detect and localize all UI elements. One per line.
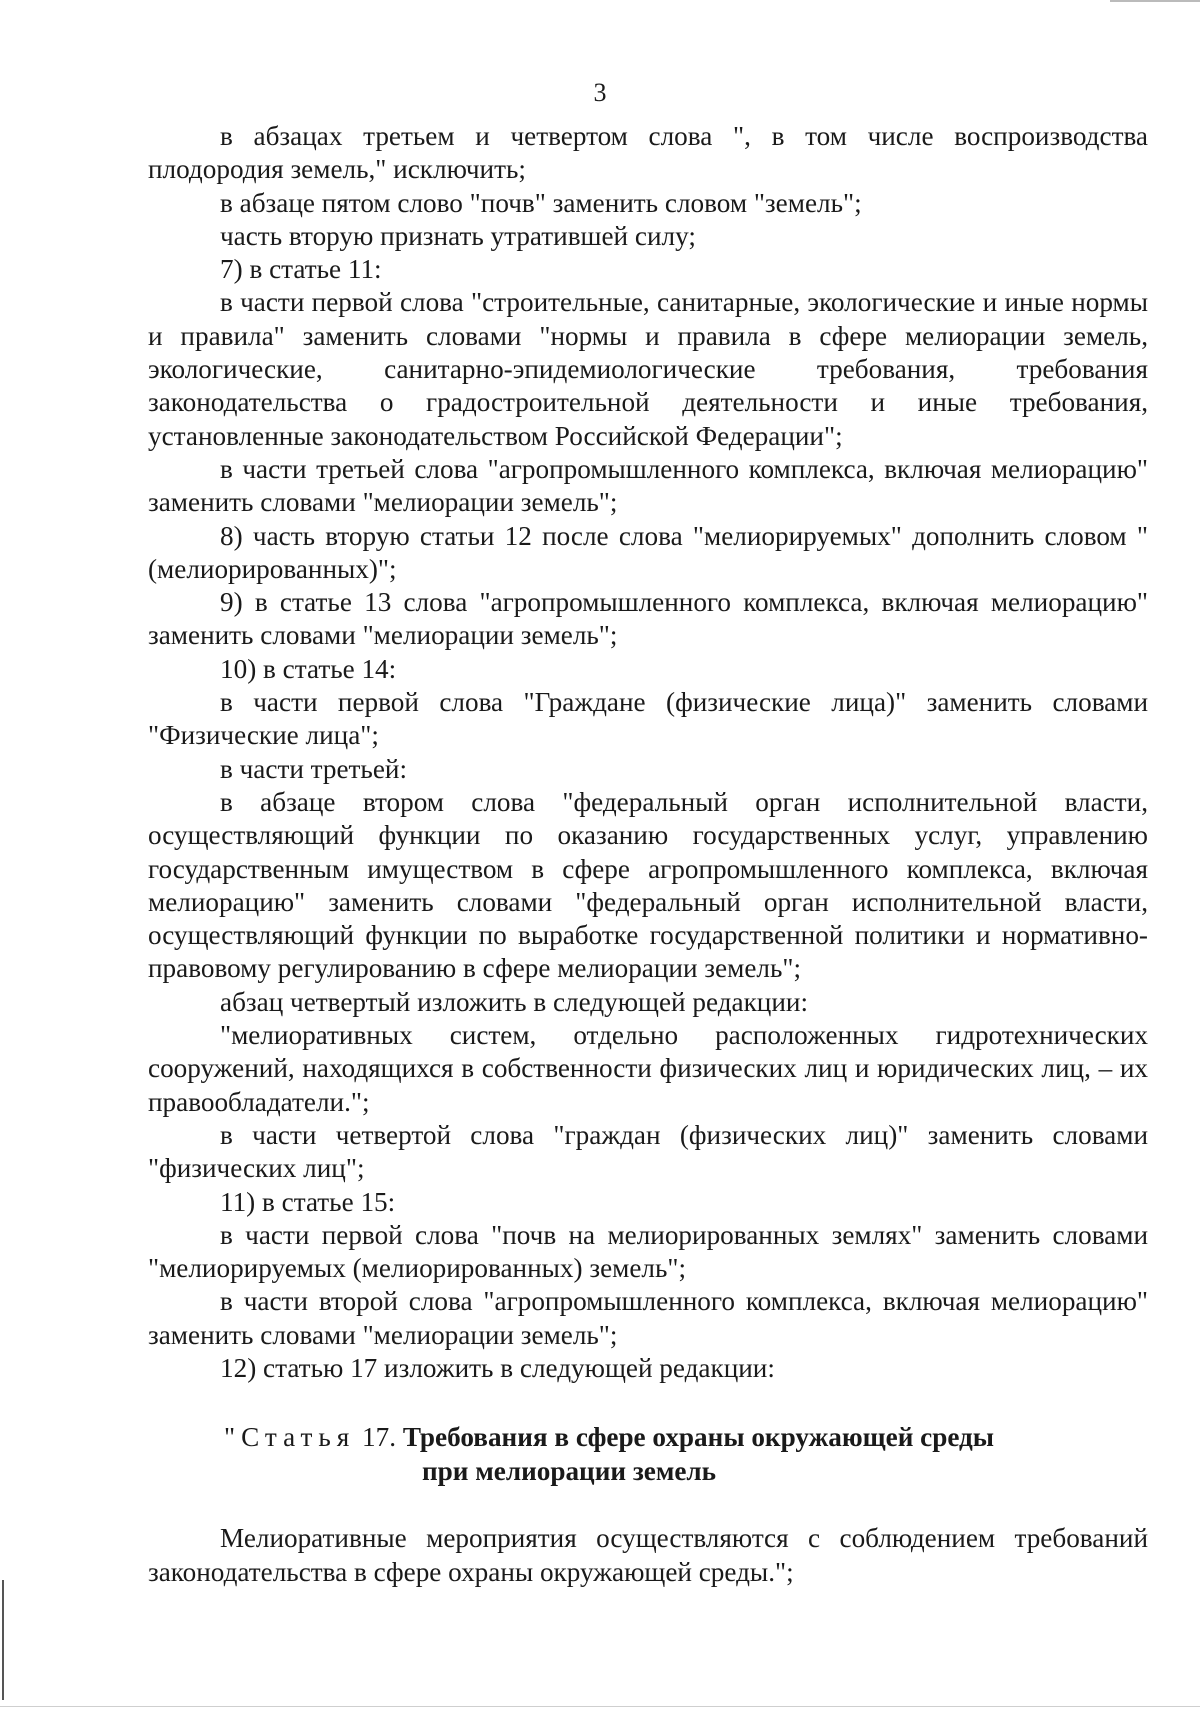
paragraph-7: 8) часть вторую статьи 12 после слова "мелиорируемых" дополнить словом "(мелиорированных)"; bbox=[148, 520, 1148, 584]
paragraph-9: 10) в статье 14: bbox=[220, 653, 397, 684]
paragraph-10: в части первой слова "Граждане (физические лица)" заменить словами "Физические лица"; bbox=[148, 687, 1148, 751]
paragraph-8: 9) в статье 13 слова "агропромышленного комплекса, включая мелиорацию" заменить словами "мелиорации земель"; bbox=[148, 587, 1148, 651]
paragraph-6: в части третьей слова "агропромышленного комплекса, включая мелиорацию" заменить словами "мелиорации земель"; bbox=[148, 453, 1148, 518]
scan-edge-left bbox=[2, 1580, 4, 1700]
paragraph-1: в абзацах третьем и четвертом слова ", в том числе воспроизводства плодородия земель," исключить; bbox=[148, 121, 1148, 185]
paragraph-18: в части второй слова "агропромышленного комплекса, включая мелиорацию" заменить словами "мелиорации земель"; bbox=[148, 1286, 1148, 1350]
paragraph-13: абзац четвертый изложить в следующей редакции: bbox=[220, 986, 809, 1017]
article-heading bbox=[148, 1421, 1148, 1488]
page-number: 3 bbox=[593, 78, 607, 107]
paragraph-11: в части третьей: bbox=[220, 753, 407, 784]
paragraph-15: в части четвертой слова "граждан (физических лиц)" заменить словами "физических лиц"; bbox=[148, 1119, 1148, 1184]
paragraph-17: в части первой слова "почв на мелиорированных землях" заменить словами "мелиорируемых (мелиорированных) земель"; bbox=[148, 1219, 1148, 1284]
paragraph-4: 7) в статье 11: bbox=[220, 254, 382, 285]
article-title-part2: при мелиорации земель bbox=[422, 1455, 717, 1486]
article-title-part1: Требования в сфере охраны окружающей среды bbox=[402, 1422, 995, 1453]
article-number: 17. bbox=[355, 1422, 403, 1453]
scan-edge-bottom bbox=[0, 1706, 1200, 1707]
paragraph-article-text: Мелиоративные мероприятия осуществляются с соблюдением требований законодательства в сфере охраны окружающей среды."; bbox=[148, 1523, 1148, 1587]
paragraph-5: в части первой слова "строительные, санитарные, экологические и иные нормы и правила" заменить словами "нормы и правила в сфере мелиорации земель, экологические, санитарно-эпидемиологические требования, требования законодательства о градостроительной деятельности и иные требования, установленные законодательством Российской Федерации"; bbox=[148, 287, 1148, 451]
paragraph-12: в абзаце втором слова "федеральный орган исполнительной власти, осуществляющий функции по оказанию государственных услуг, управлению государственным имуществом в сфере агропромышленного комплекса, включая мелиорацию" заменить словами "федеральный орган исполнительной власти, осуществляющий функции по выработке государственной политики и нормативно-правовому регулированию в сфере мелиорации земель"; bbox=[148, 786, 1148, 984]
paragraph-16: 11) в статье 15: bbox=[220, 1186, 396, 1217]
document-body bbox=[148, 120, 1148, 1589]
paragraph-14: "мелиоративных систем, отдельно расположенных гидротехнических сооружений, находящихся в собственности физических лиц и юридических лиц, – их правообладатели."; bbox=[148, 1020, 1148, 1117]
article-word: "Статья bbox=[224, 1422, 356, 1453]
scan-edge-top bbox=[1110, 0, 1200, 2]
paragraph-2: в абзаце пятом слово "почв" заменить словом "земель"; bbox=[220, 187, 862, 218]
paragraph-19: 12) статью 17 изложить в следующей редакции: bbox=[220, 1352, 775, 1383]
article-heading-line1 bbox=[224, 1421, 1148, 1455]
paragraph-3: часть вторую признать утратившей силу; bbox=[220, 220, 696, 251]
